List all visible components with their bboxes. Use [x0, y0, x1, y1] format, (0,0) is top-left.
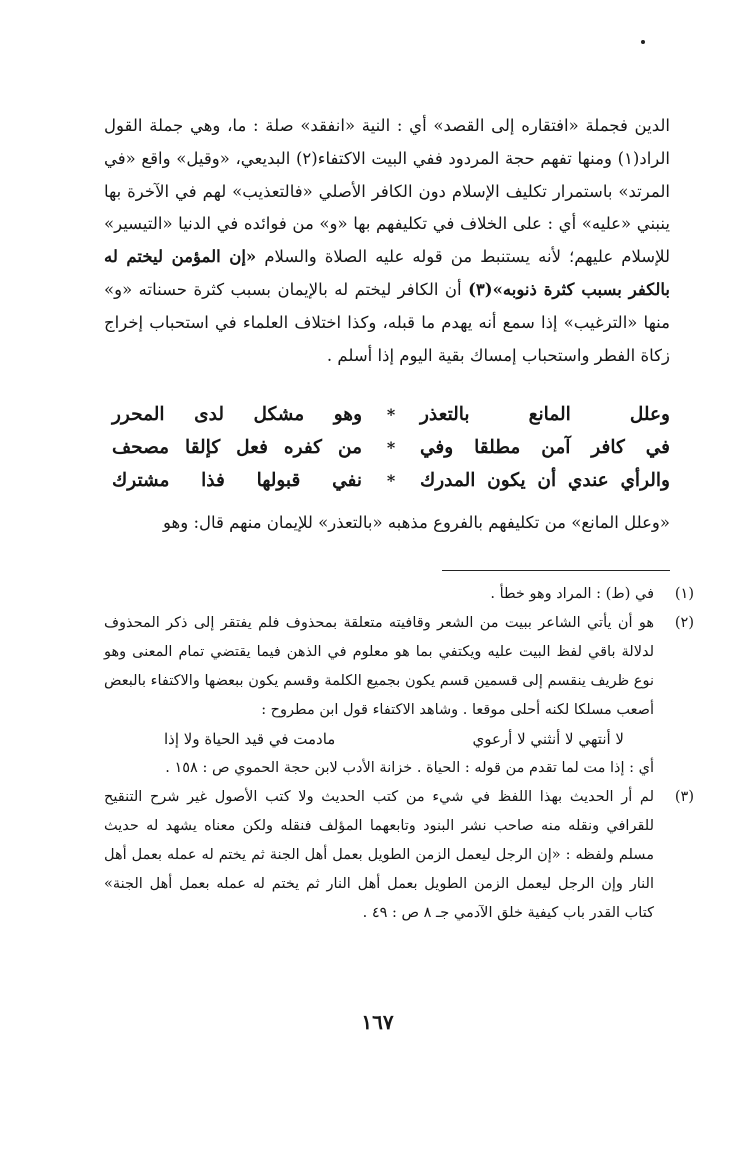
verse-separator: *	[386, 438, 396, 457]
footnote-text: لم أر الحديث بهذا اللفظ في شيء من كتب الحديث ولا كتب الأصول غير شرح التنقيح للقرافي ونقله منه صاحب نشر البنود وتابعهما المؤلف فنقله ولكن معناه يشهد له حديث مسلم ولفظه : «إن الرجل ليعمل الزمن الطويل بعمل أهل الجنة ثم يختم له عمله بعمل أهل النار وإن الرجل ليعمل الزمن الطويل بعمل أهل النار ثم يختم له عمله بعمل أهل الجنة» كتاب القدر باب كيفية خلق الآدمي جـ ٨ ص : ٤٩ .	[104, 789, 655, 921]
hadith-quote: «إن المؤمن ليختم له بالكفر بسبب كثرة ذنوبه»(٣)	[104, 247, 670, 299]
footnote-1	[104, 580, 694, 609]
verse-hemistich: لا أنتهي لا أنثني لا أرعوي	[472, 730, 624, 748]
verse-hemistich: مادمت في قيد الحياة ولا إذا	[164, 730, 336, 748]
footnote-number: (١)	[674, 586, 694, 602]
verse-hemistich: والرأي عندي أن يكون المدرك	[420, 470, 670, 491]
main-paragraph: الدين فجملة «افتقاره إلى القصد» أي : النية «انفقد» صلة : ما، وهي جملة القول الراد(١) ومنها تفهم حجة المردود ففي البيت الاكتفاء(٢) البديعي، «وقيل» واقع «في المرتد» باستمرار تكليف الإسلام دون الكافر الأصلي «فالتعذيب» لهم في الآخرة بها ينبني «عليه» أي : على الخلاف في تكليفهم بها «و» من فوائده في الدنيا «التيسير» للإسلام عليهم؛ لأنه يستنبط من قوله عليه الصلاة والسلام	[104, 116, 670, 267]
main-paragraph-end: أن الكافر ليختم له بالإيمان بسبب كثرة حسناته «و» منها «الترغيب» إذا سمع أنه يهدم ما قبله، وكذا اختلاف العلماء في استحباب إخراج زكاة الفطر واستحباب إمساك بقية اليوم إذا أسلم .	[104, 279, 670, 365]
verse-block	[112, 398, 670, 497]
page-number: ١٦٧	[361, 1010, 394, 1034]
footnotes	[104, 580, 694, 928]
page-mark	[641, 40, 645, 44]
footnote-divider	[442, 570, 670, 571]
footnote-2	[104, 609, 694, 783]
verse-separator: *	[386, 405, 396, 424]
footnote-3	[104, 783, 694, 928]
verse-hemistich: وهو مشكل لدى المحرر	[112, 404, 362, 425]
verse-hemistich: في كافر آمن مطلقا وفي	[420, 437, 670, 458]
verse-line	[112, 431, 670, 464]
verse-line	[112, 464, 670, 497]
footnote-number: (٢)	[674, 615, 694, 631]
footnote-text: في (ط) : المراد وهو خطأ .	[490, 586, 654, 602]
verse-line	[112, 398, 670, 431]
footnote-text: هو أن يأتي الشاعر ببيت من الشعر وقافيته متعلقة بمحذوف فلم يفتقر إلى ذكر المحذوف لدلالة باقي لفظ البيت عليه ويكتفي بما هو معلوم في الذهن فيما يقتضي تمام المعنى وهو نوع ظريف ينقسم إلى قسمين قسم يكون بجميع الكلمة وقسم يكون ببعضها والاكتفاء بالبعض أصعب مسلكا لكنه أحلى موقعا . وشاهد الاكتفاء قول ابن مطروح :	[104, 615, 654, 718]
verse-separator: *	[386, 471, 396, 490]
commentary-line: «وعلل المانع» من تكليفهم بالفروع مذهبه «بالتعذر» للإيمان منهم قال: وهو	[163, 513, 670, 532]
footnote-verse	[164, 725, 624, 754]
footnote-number: (٣)	[674, 789, 694, 805]
main-body-text	[104, 110, 670, 372]
verse-hemistich: من كفره فعل كإلقا مصحف	[112, 437, 362, 458]
footnote-text: أي : إذا مت لما تقدم من قوله : الحياة . خزانة الأدب لابن حجة الحموي ص : ١٥٨ .	[165, 760, 654, 776]
verse-hemistich: نفي قبولها فذا مشترك	[112, 470, 362, 491]
verse-hemistich: وعلل المانع بالتعذر	[420, 404, 670, 425]
